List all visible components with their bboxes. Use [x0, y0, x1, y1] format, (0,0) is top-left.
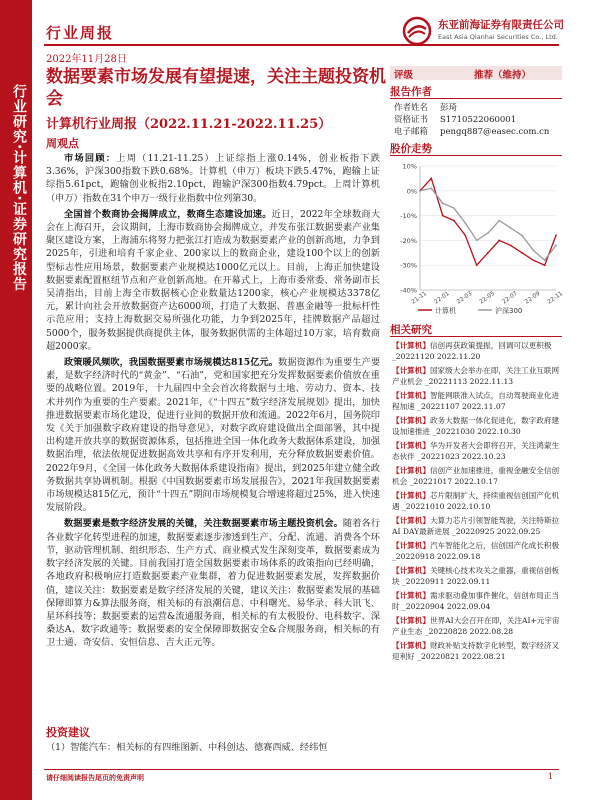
- related-report-link[interactable]: [392, 365, 560, 387]
- analyst-divider: [390, 98, 562, 99]
- trend-heading: 股价走势: [390, 143, 432, 155]
- related-report-title: 政务大数据一体化促进化，数字政府建设加速推进 _20221030 2022.10.30: [392, 416, 560, 436]
- stock-trend-chart: [388, 158, 565, 322]
- page-number: 1: [548, 772, 554, 781]
- rating-label: 评级: [394, 70, 414, 81]
- paragraph-lead: 全国首个数商协会揭牌成立，数商生态建设加速。: [64, 208, 272, 220]
- related-report-tag: 【计算机】: [392, 341, 430, 350]
- paragraph-shujushang: [46, 208, 380, 353]
- series-point: [544, 264, 546, 266]
- analyst-key: 电子邮箱: [394, 127, 429, 137]
- y-tick-label: -40%: [400, 286, 417, 295]
- paragraph-lead: 政策暖风频吹，我国数据要素市场规模达815亿元。: [64, 357, 279, 369]
- viewpoint-heading: 周观点: [46, 137, 79, 150]
- related-report-link[interactable]: [392, 590, 560, 612]
- series-line-hs300: [420, 188, 556, 260]
- series-point: [430, 187, 432, 189]
- series-point: [510, 244, 512, 246]
- x-tick-label: 22-01: [433, 290, 451, 306]
- related-heading: 相关研究: [390, 324, 432, 336]
- analyst-email-row: [394, 125, 549, 137]
- company-logo-icon: [402, 16, 432, 46]
- y-tick-label: -30%: [400, 261, 417, 270]
- related-report-title: 汽车智能化之后，信创国产化成长积极 _20220918 2022.09.18: [392, 541, 560, 561]
- side-band: [0, 0, 32, 800]
- related-report-link[interactable]: [392, 465, 560, 487]
- related-report-title: 信创产业加速推进，重视金融安全信创机会 _20221017 2022.10.17: [392, 466, 560, 486]
- report-subtitle: 计算机行业周报（2022.11.21-2022.11.25）: [46, 117, 332, 132]
- related-divider: [390, 336, 562, 337]
- series-point: [430, 178, 432, 180]
- series-point: [544, 259, 546, 261]
- analyst-email-link[interactable]: pengq887@easec.com.cn: [440, 127, 550, 137]
- y-tick-label: -20%: [400, 236, 417, 245]
- related-report-tag: 【计算机】: [392, 466, 430, 475]
- related-report-title: 国家级大会举办在即，关注工业互联网产业机会 _20221113 2022.11.13: [392, 366, 560, 386]
- company-name-cn: 东亚前海证券有限责任公司: [438, 19, 564, 31]
- related-report-title: 世界AI大会召开在即，关注AI+元宇宙产业生态 _20220828 2022.08.28: [392, 616, 560, 636]
- related-report-title: 关键核心技术攻关之重器，重视信创板块 _20220911 2022.09.11: [392, 566, 560, 586]
- series-point: [453, 207, 455, 209]
- related-report-tag: 【计算机】: [392, 366, 430, 375]
- paragraph-market-review: [46, 152, 380, 205]
- paragraph-lead: 市场回顾：: [64, 153, 117, 164]
- y-tick-label: 10%: [402, 162, 417, 171]
- series-point: [419, 190, 421, 192]
- side-band-label: 行业研究·计算机·证券研究报告: [11, 84, 27, 292]
- related-report-title: 需求驱动叠加事件催化，信创布局正当时 _20220904 2022.09.04: [392, 591, 560, 611]
- related-report-link[interactable]: [392, 540, 560, 562]
- series-point: [521, 252, 523, 254]
- x-tick-label: 22-05: [478, 290, 497, 306]
- y-tick-label: 0%: [406, 187, 417, 196]
- related-report-tag: 【计算机】: [392, 591, 430, 600]
- x-tick-label: 22-09: [524, 290, 542, 306]
- related-report-tag: 【计算机】: [392, 491, 430, 500]
- related-report-title: 华为开发者大会即将召开，关注鸿蒙生态伙伴 _20221023 2022.10.23: [392, 441, 560, 461]
- investment-advice-heading: 投资建议: [46, 726, 90, 739]
- x-tick-label: 21-11: [410, 290, 429, 306]
- company-name-en: East Asia Qianhai Securities Co., Ltd.: [438, 33, 558, 41]
- rating-value: 推荐（维持）: [474, 70, 532, 81]
- series-point: [510, 227, 512, 229]
- related-report-title: 信创再获政策提振，回调可以更积极 _20221120 2022.11.20: [392, 341, 552, 361]
- legend-label-hs300: 沪深300: [495, 307, 523, 315]
- analyst-cert-row: [394, 113, 516, 125]
- x-tick-label: 22-11: [546, 290, 565, 306]
- series-point: [532, 249, 534, 251]
- series-point: [442, 202, 444, 204]
- related-report-tag: 【计算机】: [392, 541, 430, 550]
- paragraph-investment-theme: [46, 517, 380, 649]
- legend-label-computer: 计算机: [435, 307, 456, 315]
- related-report-tag: 【计算机】: [392, 616, 430, 625]
- paragraph-text: 随着各行各业数字化转型进程的加速，数据要素逐步渗透到生产、分配、流通、消费各个环节，驱动管理机制、组织形态、生产方式、商业模式发生深刻变革，数据要素成为数字经济发展的关键。目前我国打造全国数据要素市场体系的政策指向已经明确，各地政府积极响应打造数据要素产业集群，着力促进数据要素发展，发挥数据价值，建议关注：数据要素是数字经济发展的关键，建议关注：数据要素发展的基础保障即算力&算法服务商，相关标的有浪潮信息、中科曙光、易华录、科大讯飞、星环科技等；数据要素的运营&流通服务商，相关标的有太极股份、电科数字、深桑达A、数字政通等；数据要素的安全保障即数据安全&合规服务商，相关标的有卫士通、奇安信、安恒信息、吉大正元等。: [46, 518, 381, 649]
- series-point: [476, 240, 478, 242]
- series-point: [532, 259, 534, 261]
- related-report-title: 财政补贴支持数字化转型，数字经济又迎利好 _20220821 2022.08.21: [392, 641, 560, 661]
- series-point: [487, 252, 489, 254]
- paragraph-text: 上周（11.21-11.25）上证综指上涨0.14%，创业板指下跌3.36%，沪深300指数下跌0.68%。计算机（申万）板块下跌5.47%，跑输上证综指5.61pct，跑输创业板指2.10pct，跑输沪深300指数4.79pct。上周计算机（申万）指数在31个申万一级行业指数中位列第30。: [46, 153, 381, 204]
- x-tick-label: 22-03: [456, 290, 474, 306]
- paragraph-text: 近日，2022年全球数商大会在上海召开，会议期间，上海市数商协会揭牌成立，并发布张江数据要素产业集聚区建设方案，上海浦东将努力把张江打造成为数据要素产业的创新高地，力争到2025年，引进和培育千家企业、200家以上的数商企业，建设100个以上的创新型标志性应用场景，数据要素产业规模达1000亿元以上。目前，上海正加快建设数据要素配置枢纽节点和产业创新高地。在开幕式上，上海市委常委、常务副市长吴清指出，目前上海全市数据核心企业数量达1200家，核心产业规模达3378亿元，累计向社会开放数据资产达6000项，打造了大数据、普惠金融等一批标杆性示范应用；支持上海数据交易所强化功能，力争到2025年，挂牌数据产品超过5000个，服务数据提供商提供主体，服务数据供需的主体超过10万家，培育数商超2000家。: [46, 208, 381, 352]
- series-point: [442, 215, 444, 217]
- series-point: [476, 264, 478, 266]
- x-tick-label: 22-07: [501, 290, 519, 306]
- related-report-tag: 【计算机】: [392, 516, 430, 525]
- series-point: [464, 235, 466, 237]
- related-report-tag: 【计算机】: [392, 391, 430, 400]
- paragraph-lead: 数据要素是数字经济发展的关键，关注数据要素市场主题投资机会。: [64, 518, 343, 530]
- footer-disclaimer: 请仔细阅读报告尾页的免责声明: [46, 774, 144, 782]
- related-report-tag: 【计算机】: [392, 566, 430, 575]
- related-report-tag: 【计算机】: [392, 416, 430, 425]
- related-report-link[interactable]: [392, 490, 560, 512]
- body-text: [46, 152, 380, 653]
- trend-divider: [390, 155, 562, 156]
- series-point: [464, 222, 466, 224]
- related-report-link[interactable]: [392, 340, 560, 362]
- investment-item-1: （1）智能汽车：相关标的有四维图新、中科创达、德赛西威、经纬恒: [46, 742, 328, 753]
- paragraph-text: 数据资源作为重要生产要素，是数字经济时代的“黄金”、“石油”，党和国家把充分发挥数据要素价值放在重要的战略位置。2019年，十九届四中全会首次将数据与土地、劳动力、资本、技术并列作为重要的生产要素。2021年，《“十四五”数字经济发展规划》提出，加快推进数据要素市场化建设，促进行业间的数据开放和流通。2022年6月，国务院印发《关于加强数字政府建设的指导意见》，对数字政府建设做出全面部署，其中提出构建开放共享的数据资源体系，包括推进全国一体化政务大数据体系建设，加强数据治理，依法依规促进数据高效共享和有序开发利用，充分释放数据要素价值。2022年9月，《全国一体化政务大数据体系建设指南》提出，到2025年建立健全政务数据共享协调机制。根据《中国数据要素市场发展报告》，2021年我国数据要素市场规模达815亿元，预计“十四五”期间市场规模复合增速将超过25%，进入快速发展阶段。: [46, 357, 381, 514]
- related-report-tag: 【计算机】: [392, 441, 430, 450]
- analyst-heading: 报告作者: [390, 86, 432, 98]
- analyst-name-row: [394, 101, 457, 113]
- related-report-title: 大算力芯片引领智能驾驶，关注特斯拉AI DAY最新进展 _20220925 2022.09.25: [392, 516, 560, 536]
- analyst-value: 彭琦: [440, 103, 458, 113]
- related-report-link[interactable]: [392, 440, 560, 462]
- related-report-tag: 【计算机】: [392, 641, 430, 650]
- related-report-title: 芯片限制扩大，持续重视信创国产化机遇 _20221010 2022.10.10: [392, 491, 560, 511]
- y-tick-label: -10%: [400, 212, 417, 221]
- related-report-link[interactable]: [392, 515, 560, 537]
- series-point: [521, 235, 523, 237]
- related-report-link[interactable]: [392, 640, 560, 662]
- report-type: 行业周报: [46, 24, 115, 42]
- series-point: [487, 232, 489, 234]
- paragraph-policy: [46, 356, 380, 514]
- related-list: [392, 340, 560, 665]
- analyst-key: 资格证书: [394, 115, 429, 125]
- related-report-link[interactable]: [392, 415, 560, 437]
- series-point: [555, 235, 557, 237]
- related-report-link[interactable]: [392, 615, 560, 637]
- investment-advice-text: [46, 741, 380, 757]
- series-point: [498, 240, 500, 242]
- related-report-link[interactable]: [392, 565, 560, 587]
- series-point: [555, 244, 557, 246]
- related-report-link[interactable]: [392, 390, 560, 412]
- report-date: 2022年11月28日: [46, 54, 127, 65]
- footer-divider: [44, 769, 559, 770]
- header-divider: [44, 44, 559, 46]
- series-point: [498, 220, 500, 222]
- report-title: 数据要素市场发展有望提速，关注主题投资机会: [46, 67, 386, 109]
- series-point: [453, 220, 455, 222]
- analyst-key: 作者姓名: [394, 103, 429, 113]
- analyst-value: S1710522060001: [440, 115, 517, 125]
- related-report-title: 智能网联准入试点，自动驾驶商业化进程加速 _20221107 2022.11.07: [392, 391, 560, 411]
